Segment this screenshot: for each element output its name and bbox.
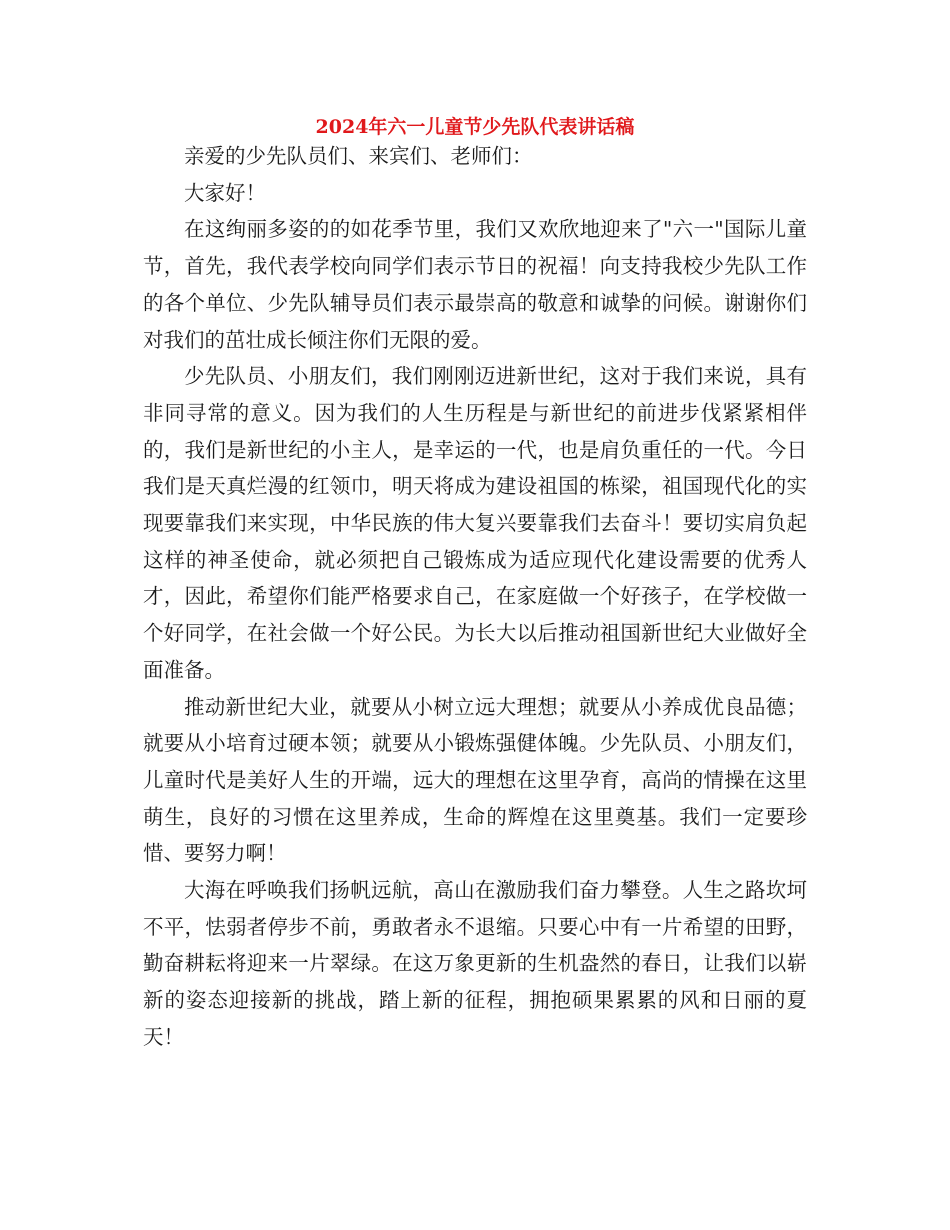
paragraph-1: 在这绚丽多姿的的如花季节里，我们又欢欣地迎来了"六一"国际儿童节，首先，我代表学校向同学们表示节日的祝福！向支持我校少先队工作的各个单位、少先队辅导员们表示最崇高的敬意和诚挚的问候。谢谢你们对我们的茁壮成长倾注你们无限的爱。 <box>143 217 807 352</box>
paragraph-4: 大海在呼唤我们扬帆远航，高山在激励我们奋力攀登。人生之路坎坷不平，怯弱者停步不前，勇敢者永不退缩。只要心中有一片希望的田野，勤奋耕耘将迎来一片翠绿。在这万象更新的生机盎然的春日，让我们以崭新的姿态迎接新的挑战，踏上新的征程，拥抱硕果累累的风和日丽的夏天！ <box>143 878 807 1049</box>
paragraph-3: 推动新世纪大业，就要从小树立远大理想；就要从小养成优良品德；就要从小培育过硬本领；就要从小锻炼强健体魄。少先队员、小朋友们，儿童时代是美好人生的开端，远大的理想在这里孕育，高尚的情操在这里萌生，良好的习惯在这里养成，生命的辉煌在这里奠基。我们一定要珍惜、要努力啊！ <box>143 694 807 866</box>
document-title: 2024年六一儿童节少先队代表讲话稿 <box>315 116 635 138</box>
paragraph-salutation: 亲爱的少先队员们、来宾们、老师们： <box>184 144 533 168</box>
paragraph-greeting: 大家好！ <box>184 180 266 205</box>
document-body <box>143 138 807 1056</box>
paragraph-2: 少先队员、小朋友们，我们刚刚迈进新世纪，这对于我们来说，具有非同寻常的意义。因为我们的人生历程是与新世纪的前进步伐紧紧相伴的，我们是新世纪的小主人，是幸运的一代，也是肩负重任的一代。今日我们是天真烂漫的红领巾，明天将成为建设祖国的栋梁，祖国现代化的实现要靠我们来实现，中华民族的伟大复兴要靠我们去奋斗！要切实肩负起这样的神圣使命，就必须把自己锻炼成为适应现代化建设需要的优秀人才，因此，希望你们能严格要求自己，在家庭做一个好孩子，在学校做一个好同学，在社会做一个好公民。为长大以后推动祖国新世纪大业做好全面准备。 <box>143 364 807 682</box>
